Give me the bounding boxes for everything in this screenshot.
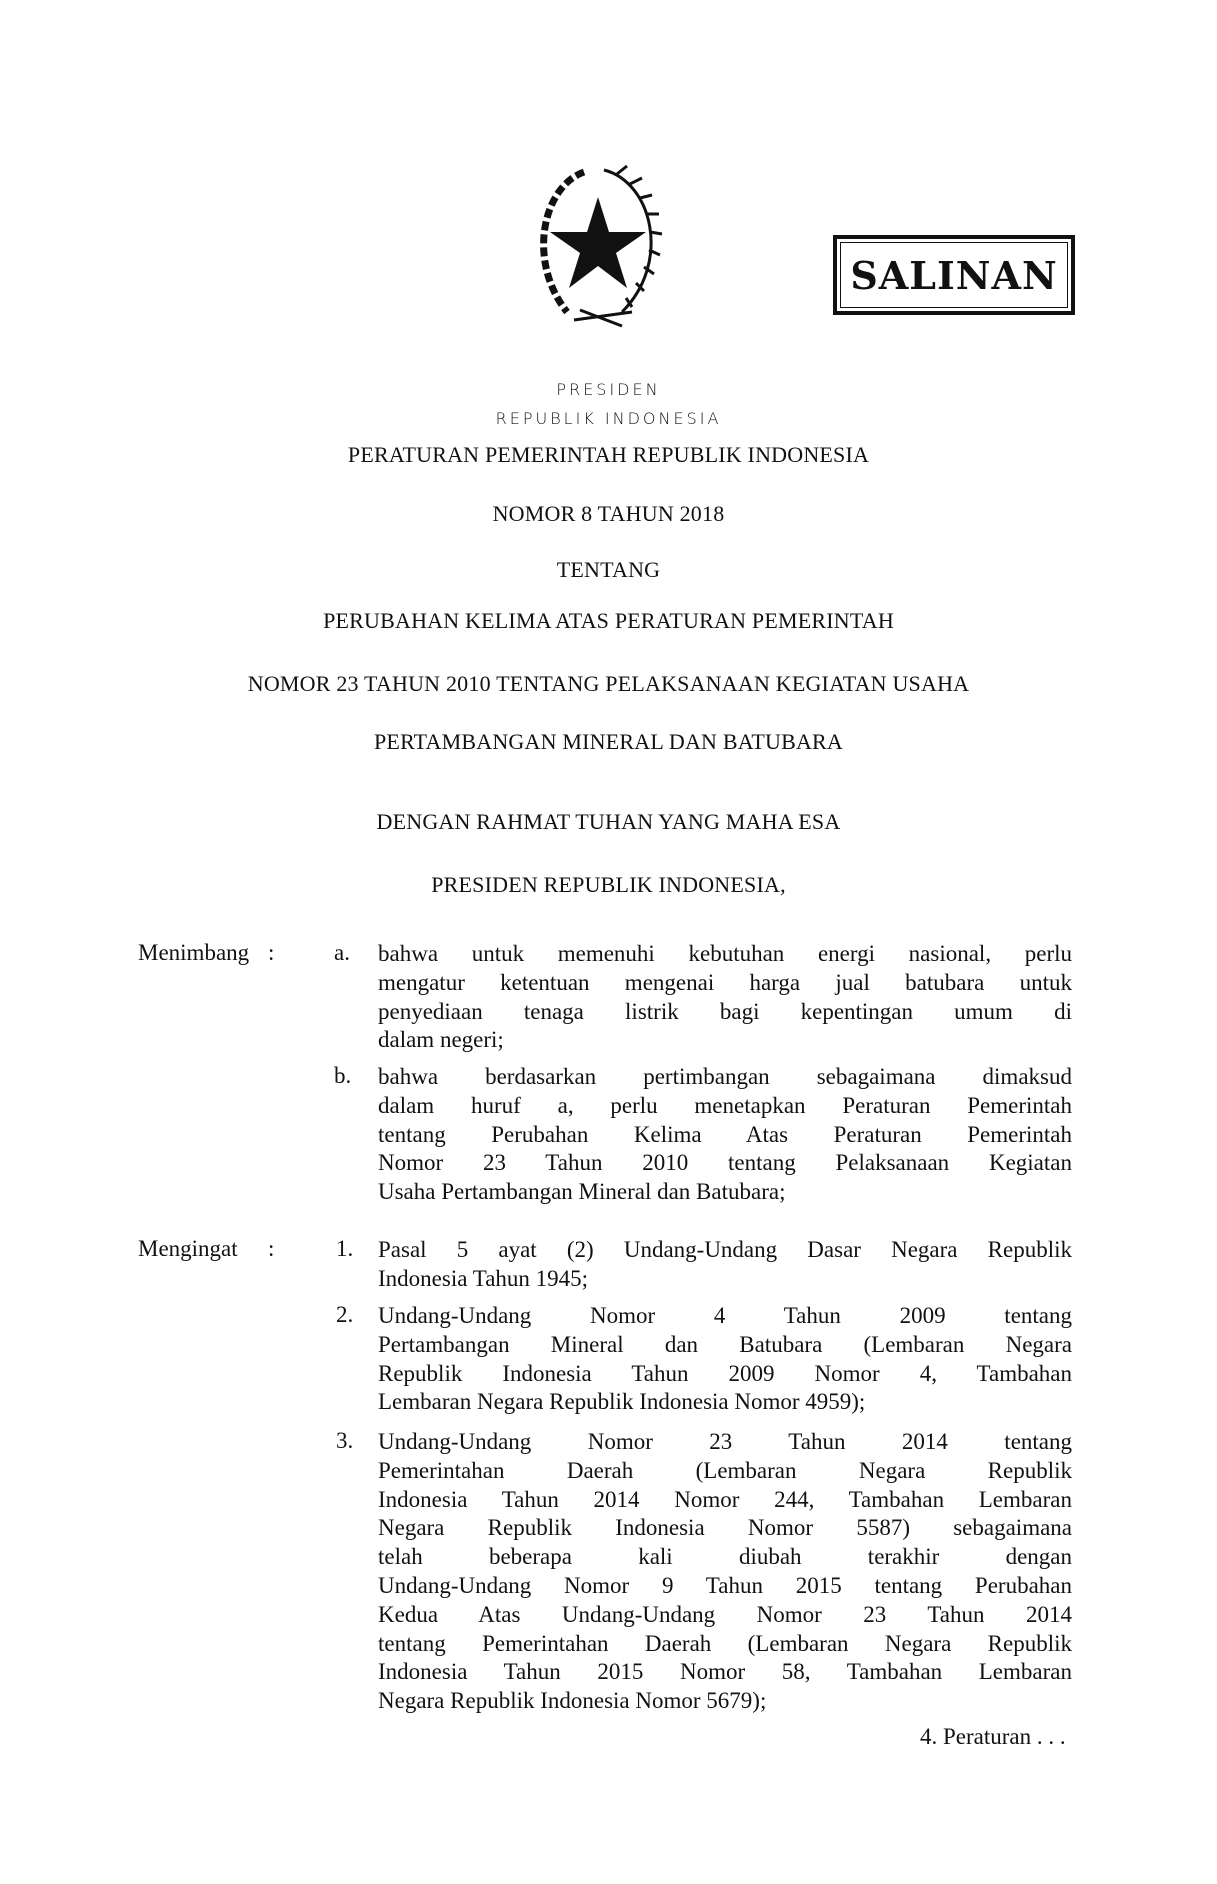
text-line: Indonesia Tahun 2015 Nomor 58, Tambahan Lembaran <box>378 1659 1072 1685</box>
text-line: Republik Indonesia Tahun 2009 Nomor 4, Tambahan <box>378 1360 1072 1386</box>
text-line: Indonesia Tahun 1945; <box>378 1265 589 1291</box>
text-line: tentang Perubahan Kelima Atas Peraturan Pemerintah <box>378 1121 1072 1147</box>
office-line-republic: REPUBLIK INDONESIA <box>495 409 722 428</box>
mengingat-item <box>378 1302 1072 1417</box>
text-line: Undang-Undang Nomor 4 Tahun 2009 tentang <box>378 1303 1072 1328</box>
text-line: bahwa untuk memenuhi kebutuhan energi nasional, perlu <box>378 941 1072 966</box>
text-line: penyediaan tenaga listrik bagi kepentingan umum di <box>378 998 1072 1024</box>
list-marker: a. <box>334 940 350 965</box>
menimbang-item <box>378 940 1072 1055</box>
text-line: Usaha Pertambangan Mineral dan Batubara; <box>378 1179 786 1205</box>
text-line: bahwa berdasarkan pertimbangan sebagaimana dimaksud <box>378 1064 1072 1089</box>
regulation-subject-line1: PERUBAHAN KELIMA ATAS PERATURAN PEMERINTAH <box>323 608 894 633</box>
text-line: Lembaran Negara Republik Indonesia Nomor 4959); <box>378 1389 866 1415</box>
menimbang-colon: : <box>268 940 275 965</box>
office-line-president: PRESIDEN <box>556 380 661 399</box>
continuation-text: 4. Peraturan . . . <box>920 1724 1066 1749</box>
presidential-emblem-icon <box>522 152 674 342</box>
text-line: telah beberapa kali diubah terakhir dengan <box>378 1544 1072 1570</box>
list-marker: 3. <box>336 1428 354 1453</box>
text-line: Pemerintahan Daerah (Lembaran Negara Republik <box>378 1457 1072 1483</box>
regulation-subject-line2: NOMOR 23 TAHUN 2010 TENTANG PELAKSANAAN KEGIATAN USAHA <box>247 671 970 696</box>
text-line: Undang-Undang Nomor 9 Tahun 2015 tentang Perubahan <box>378 1572 1072 1598</box>
text-line: Pertambangan Mineral dan Batubara (Lembaran Negara <box>378 1331 1072 1357</box>
text-line: Kedua Atas Undang-Undang Nomor 23 Tahun 2014 <box>378 1601 1072 1627</box>
text-line: Negara Republik Indonesia Nomor 5679); <box>378 1688 767 1714</box>
preamble-line: DENGAN RAHMAT TUHAN YANG MAHA ESA <box>376 809 841 834</box>
list-marker: 1. <box>336 1236 354 1261</box>
text-line: tentang Pemerintahan Daerah (Lembaran Negara Republik <box>378 1630 1072 1656</box>
text-line: Undang-Undang Nomor 23 Tahun 2014 tentang <box>378 1429 1072 1454</box>
mengingat-item <box>378 1236 1072 1294</box>
mengingat-item <box>378 1428 1072 1716</box>
salinan-stamp <box>833 235 1075 315</box>
list-marker: b. <box>334 1063 352 1088</box>
regulation-number: NOMOR 8 TAHUN 2018 <box>492 501 725 526</box>
text-line: Pasal 5 ayat (2) Undang-Undang Dasar Negara Republik <box>378 1237 1072 1262</box>
text-line: dalam huruf a, perlu menetapkan Peraturan Pemerintah <box>378 1092 1072 1118</box>
text-line: mengatur ketentuan mengenai harga jual batubara untuk <box>378 969 1072 995</box>
regulation-subject-line3: PERTAMBANGAN MINERAL DAN BATUBARA <box>374 729 843 754</box>
mengingat-colon: : <box>268 1236 275 1261</box>
list-marker: 2. <box>336 1302 354 1327</box>
text-line: Negara Republik Indonesia Nomor 5587) sebagaimana <box>378 1515 1072 1541</box>
text-line: dalam negeri; <box>378 1027 504 1053</box>
mengingat-label: Mengingat <box>138 1236 238 1261</box>
text-line: Nomor 23 Tahun 2010 tentang Pelaksanaan Kegiatan <box>378 1150 1072 1176</box>
salinan-text: SALINAN <box>850 252 1058 298</box>
regulation-title: PERATURAN PEMERINTAH REPUBLIK INDONESIA <box>347 442 870 467</box>
president-line: PRESIDEN REPUBLIK INDONESIA, <box>431 872 786 897</box>
menimbang-label: Menimbang <box>138 940 250 965</box>
text-line: Indonesia Tahun 2014 Nomor 244, Tambahan Lembaran <box>378 1486 1072 1512</box>
regulation-tentang: TENTANG <box>556 557 661 582</box>
menimbang-item <box>378 1063 1072 1207</box>
